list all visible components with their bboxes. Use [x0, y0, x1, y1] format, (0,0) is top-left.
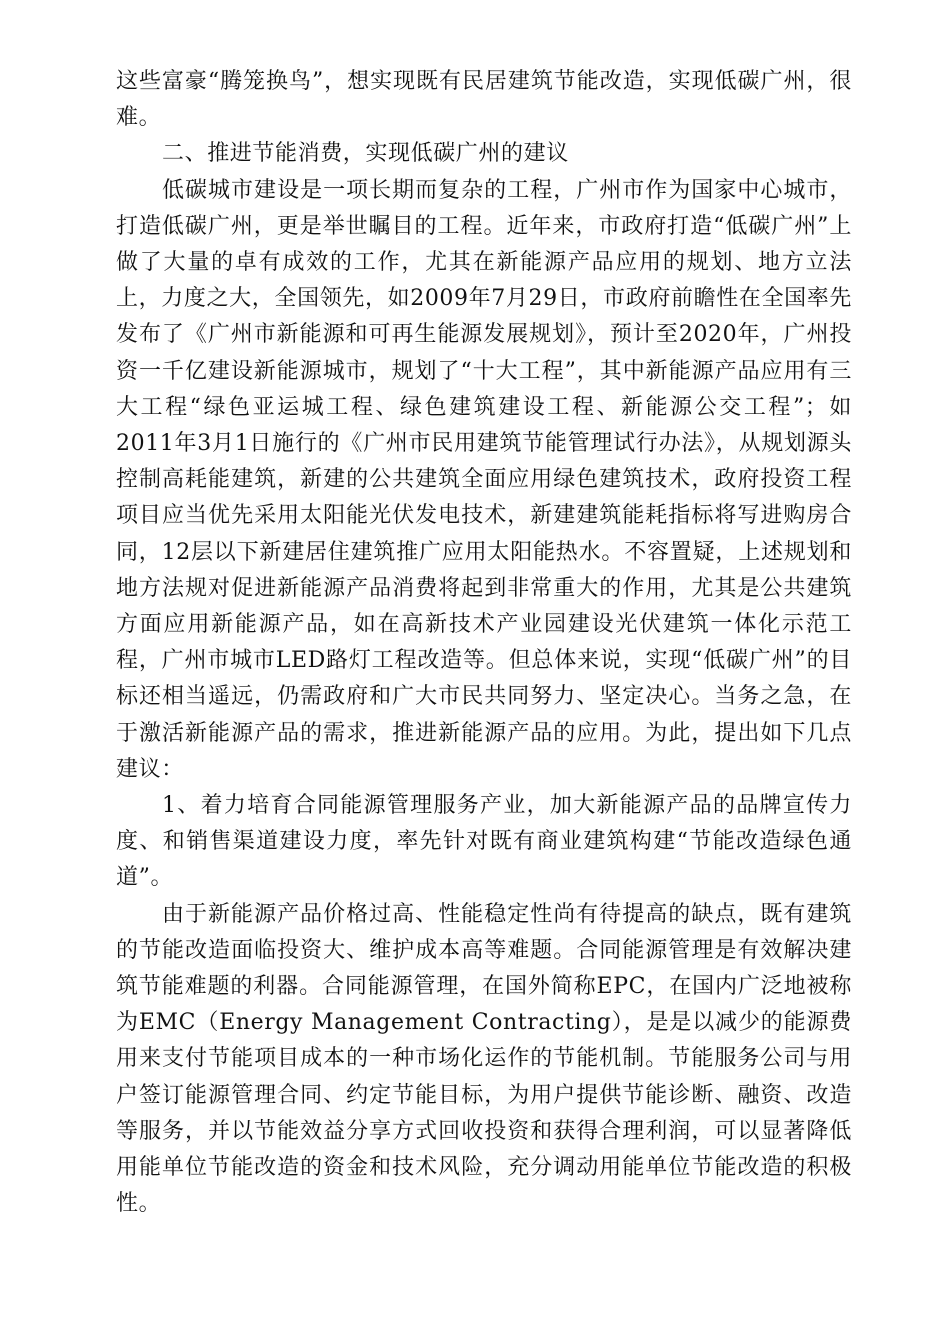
paragraph-emc: 由于新能源产品价格过高、性能稳定性尚有待提高的缺点，既有建筑的节能改造面临投资大、维护成本高等难题。合同能源管理是有效解决建筑节能难题的利器。合同能源管理，在国外简称EPC，在国内广泛地被称为EMC（Energy Management Contracting），是是以减少的能源费用来支付节能项目成本的一种市场化运作的节能机制。节能服务公司与用户签订能源管理合同、约定节能目标，为用户提供节能诊断、融资、改造等服务，并以节能效益分享方式回收投资和获得合理利润，可以显著降低用能单位节能改造的资金和技术风险，充分调动用能单位节能改造的积极性。	[116, 901, 852, 1217]
document-page	[116, 64, 852, 1223]
paragraph-continued: 这些富豪“腾笼换鸟”，想实现既有民居建筑节能改造，实现低碳广州，很难。	[116, 69, 852, 131]
paragraph-intro: 低碳城市建设是一项长期而复杂的工程，广州市作为国家中心城市，打造低碳广州，更是举世瞩目的工程。近年来，市政府打造“低碳广州”上做了大量的卓有成效的工作，尤其在新能源产品应用的规划、地方立法上，力度之大，全国领先，如2009年7月29日，市政府前瞻性在全国率先发布了《广州市新能源和可再生能源发展规划》，预计至2020年，广州投资一千亿建设新能源城市，规划了“十大工程”，其中新能源产品应用有三大工程“绿色亚运城工程、绿色建筑建设工程、新能源公交工程”；如2011年3月1日施行的《广州市民用建筑节能管理试行办法》，从规划源头控制高耗能建筑，新建的公共建筑全面应用绿色建筑技术，政府投资工程项目应当优先采用太阳能光伏发电技术，新建建筑能耗指标将写进购房合同，12层以下新建居住建筑推广应用太阳能热水。不容置疑，上述规划和地方法规对促进新能源产品消费将起到非常重大的作用，尤其是公共建筑方面应用新能源产品，如在高新技术产业园建设光伏建筑一体化示范工程，广州市城市LED路灯工程改造等。但总体来说，实现“低碳广州”的目标还相当遥远，仍需政府和广大市民共同努力、坚定决心。当务之急，在于激活新能源产品的需求，推进新能源产品的应用。为此，提出如下几点建议：	[116, 177, 852, 782]
suggestion-1: 1、着力培育合同能源管理服务产业，加大新能源产品的品牌宣传力度、和销售渠道建设力度，率先针对既有商业建筑构建“节能改造绿色通道”。	[116, 793, 852, 891]
section-heading: 二、推进节能消费，实现低碳广州的建议	[162, 141, 569, 167]
